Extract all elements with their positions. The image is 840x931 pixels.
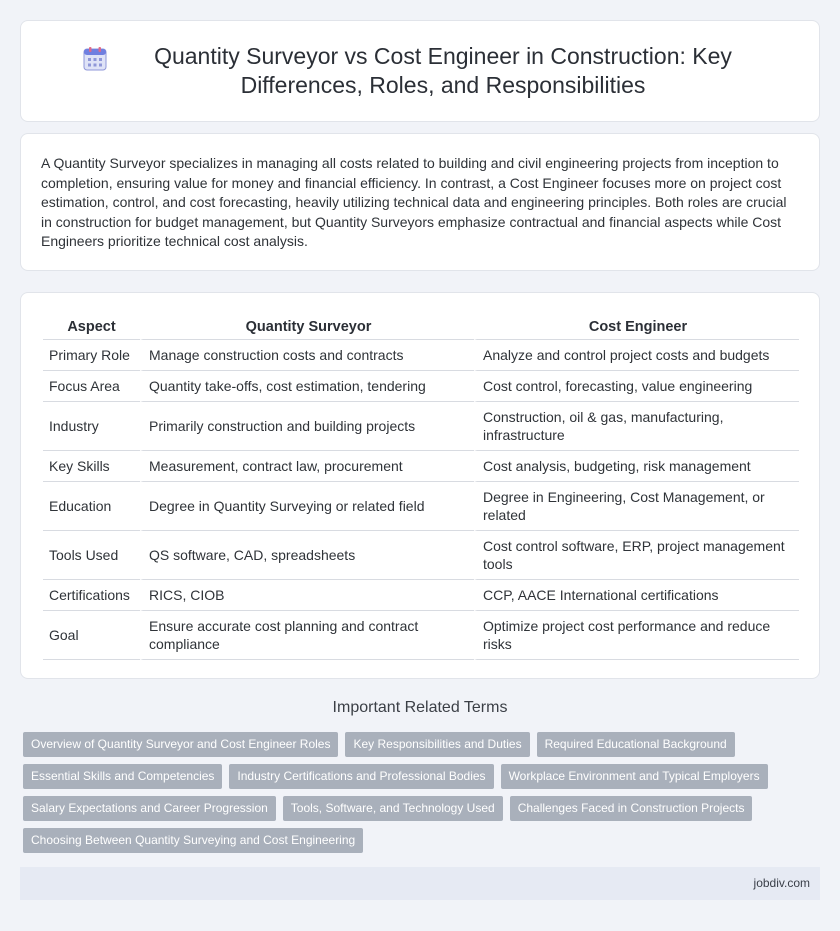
row-cost-engineer: Optimize project cost performance and reduce risks [474, 611, 799, 660]
row-quantity-surveyor: Measurement, contract law, procurement [140, 451, 474, 482]
row-cost-engineer: Cost control software, ERP, project management tools [474, 531, 799, 580]
table-row [43, 611, 799, 660]
related-term-tag[interactable]: Challenges Faced in Construction Projects [510, 796, 753, 821]
related-term-tag[interactable]: Salary Expectations and Career Progression [23, 796, 276, 821]
row-quantity-surveyor: Primarily construction and building projects [140, 402, 474, 451]
related-term-tag[interactable]: Choosing Between Quantity Surveying and Cost Engineering [23, 828, 363, 853]
related-term-tag[interactable]: Tools, Software, and Technology Used [283, 796, 503, 821]
row-quantity-surveyor: Degree in Quantity Surveying or related field [140, 482, 474, 531]
table-row [43, 580, 799, 611]
table-row [43, 402, 799, 451]
comparison-table [43, 315, 799, 660]
row-aspect: Focus Area [43, 371, 140, 402]
row-cost-engineer: Degree in Engineering, Cost Management, or related [474, 482, 799, 531]
footer [20, 867, 820, 900]
related-terms-title: Important Related Terms [332, 699, 508, 716]
calendar-icon [82, 46, 108, 72]
footer-site-link[interactable]: jobdiv.com [753, 876, 810, 890]
header-cost-engineer: Cost Engineer [474, 315, 799, 340]
row-aspect: Goal [43, 611, 140, 660]
row-cost-engineer: Cost control, forecasting, value engineering [474, 371, 799, 402]
title-card [20, 20, 820, 122]
row-aspect: Education [43, 482, 140, 531]
related-term-tag[interactable]: Key Responsibilities and Duties [345, 732, 529, 757]
related-term-tag[interactable]: Industry Certifications and Professional Bodies [229, 764, 493, 789]
row-quantity-surveyor: Manage construction costs and contracts [140, 340, 474, 371]
row-aspect: Tools Used [43, 531, 140, 580]
page-title: Quantity Surveyor vs Cost Engineer in Construction: Key Differences, Roles, and Responsibilities [154, 43, 732, 98]
row-aspect: Industry [43, 402, 140, 451]
row-cost-engineer: Analyze and control project costs and budgets [474, 340, 799, 371]
related-terms-list [23, 732, 813, 860]
row-cost-engineer: Construction, oil & gas, manufacturing, infrastructure [474, 402, 799, 451]
row-aspect: Certifications [43, 580, 140, 611]
table-row [43, 451, 799, 482]
row-quantity-surveyor: QS software, CAD, spreadsheets [140, 531, 474, 580]
table-row [43, 371, 799, 402]
intro-paragraph: A Quantity Surveyor specializes in managing all costs related to building and civil engineering projects from inception to completion, ensuring value for money and financial efficiency. In contrast, a Cost Engineer focuses more on project cost estimation, control, and cost forecasting, heavily utilizing technical data and engineering principles. Both roles are crucial in construction for budget management, but Quantity Surveyors emphasize contractual and financial aspects while Cost Engineers prioritize technical cost analysis. [41, 155, 787, 249]
related-term-tag[interactable]: Required Educational Background [537, 732, 735, 757]
row-quantity-surveyor: RICS, CIOB [140, 580, 474, 611]
related-term-tag[interactable]: Essential Skills and Competencies [23, 764, 222, 789]
table-row [43, 482, 799, 531]
row-aspect: Primary Role [43, 340, 140, 371]
table-row [43, 531, 799, 580]
intro-card [20, 133, 820, 271]
related-term-tag[interactable]: Workplace Environment and Typical Employers [501, 764, 768, 789]
row-quantity-surveyor: Ensure accurate cost planning and contract compliance [140, 611, 474, 660]
related-term-tag[interactable]: Overview of Quantity Surveyor and Cost Engineer Roles [23, 732, 338, 757]
row-cost-engineer: CCP, AACE International certifications [474, 580, 799, 611]
row-quantity-surveyor: Quantity take-offs, cost estimation, tendering [140, 371, 474, 402]
header-aspect: Aspect [43, 315, 140, 340]
row-aspect: Key Skills [43, 451, 140, 482]
row-cost-engineer: Cost analysis, budgeting, risk management [474, 451, 799, 482]
table-row [43, 340, 799, 371]
header-quantity-surveyor: Quantity Surveyor [140, 315, 474, 340]
comparison-card [20, 292, 820, 679]
table-header-row [43, 315, 799, 340]
